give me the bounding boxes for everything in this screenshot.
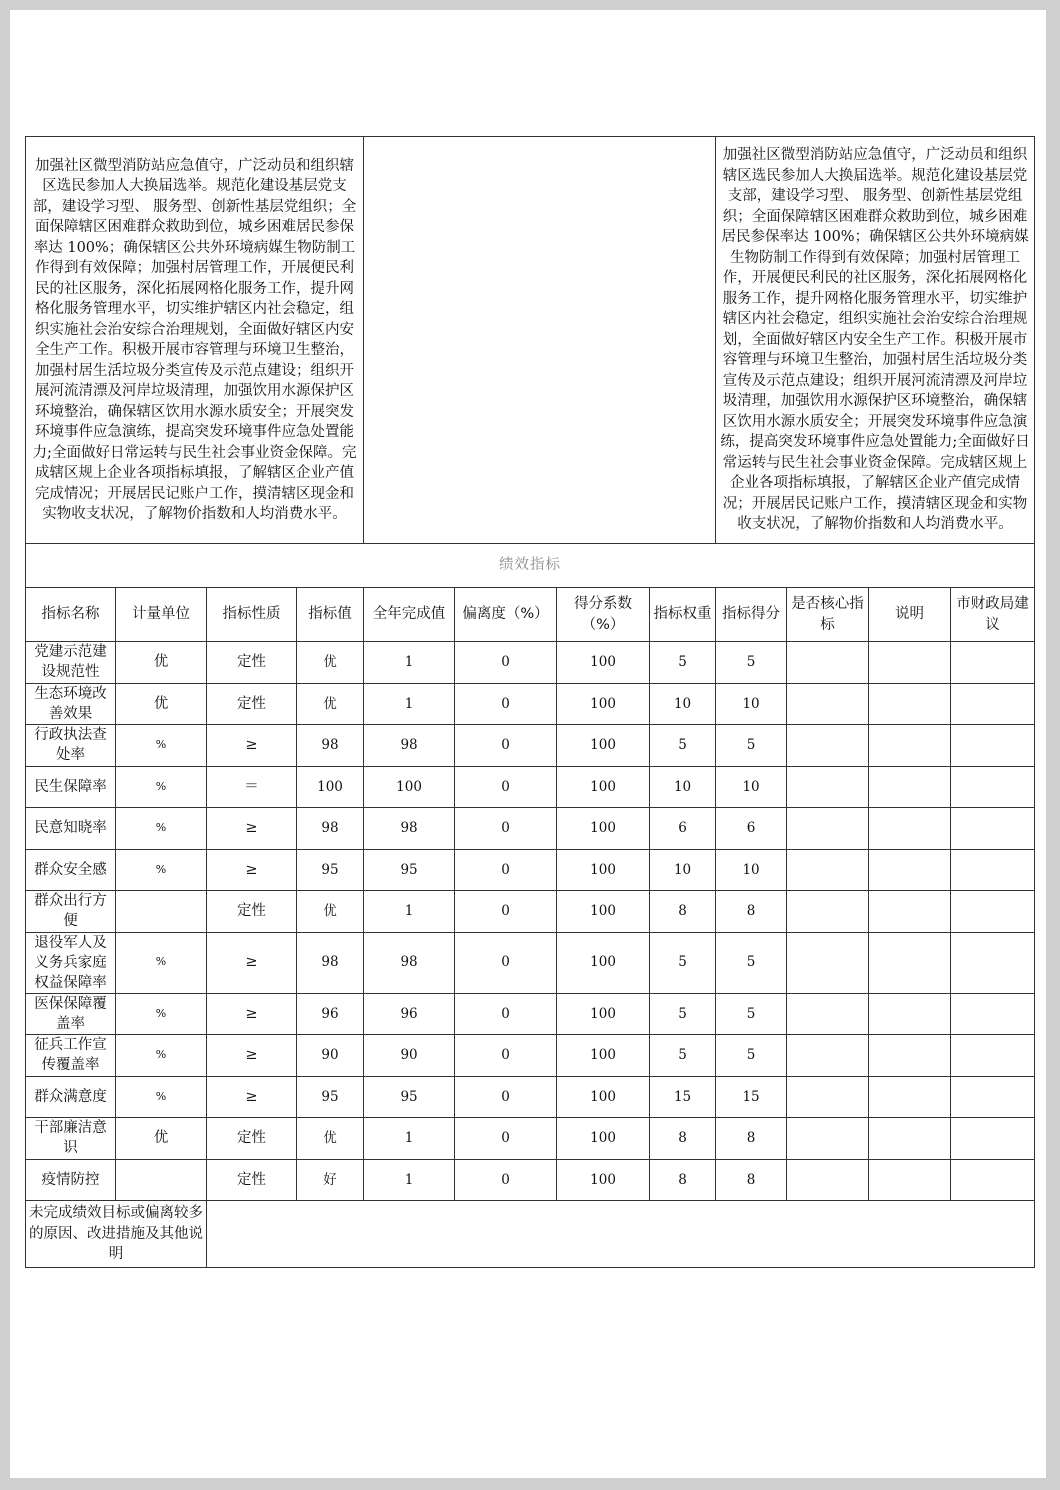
target-value-cell: 优 <box>297 683 364 725</box>
actual-value-cell: 100 <box>364 766 455 808</box>
deviation-cell: 0 <box>455 891 557 933</box>
target-value-cell: 96 <box>297 993 364 1035</box>
narrative-middle <box>364 137 716 544</box>
core-indicator-cell <box>787 891 869 933</box>
indicator-name-cell: 群众满意度 <box>26 1076 116 1118</box>
unit-cell: 优 <box>116 642 207 684</box>
narrative-row <box>26 137 1035 544</box>
header-cell: 指标权重 <box>650 588 716 642</box>
deviation-cell: 0 <box>455 932 557 993</box>
indicator-name-cell: 群众出行方便 <box>26 891 116 933</box>
indicator-name-cell: 疫情防控 <box>26 1159 116 1201</box>
table-row <box>26 766 1035 808</box>
table-row <box>26 993 1035 1035</box>
score-cell: 10 <box>716 849 787 891</box>
finance-advice-cell <box>951 1118 1035 1160</box>
score-coefficient-cell: 100 <box>557 683 650 725</box>
core-indicator-cell <box>787 1035 869 1077</box>
weight-cell: 8 <box>650 891 716 933</box>
finance-advice-cell <box>951 1035 1035 1077</box>
score-coefficient-cell: 100 <box>557 891 650 933</box>
score-coefficient-cell: 100 <box>557 808 650 850</box>
actual-value-cell: 1 <box>364 642 455 684</box>
score-cell: 15 <box>716 1076 787 1118</box>
target-value-cell: 98 <box>297 808 364 850</box>
score-cell: 5 <box>716 725 787 767</box>
finance-advice-cell <box>951 808 1035 850</box>
actual-value-cell: 95 <box>364 1076 455 1118</box>
deviation-cell: 0 <box>455 683 557 725</box>
weight-cell: 8 <box>650 1159 716 1201</box>
weight-cell: 5 <box>650 932 716 993</box>
table-row <box>26 808 1035 850</box>
nature-cell: ≥ <box>207 932 297 993</box>
footer-row <box>26 1201 1035 1268</box>
nature-cell: ≥ <box>207 849 297 891</box>
table-row <box>26 891 1035 933</box>
score-coefficient-cell: 100 <box>557 849 650 891</box>
unit-cell: 优 <box>116 683 207 725</box>
weight-cell: 5 <box>650 1035 716 1077</box>
score-coefficient-cell: 100 <box>557 1076 650 1118</box>
score-cell: 5 <box>716 642 787 684</box>
score-coefficient-cell: 100 <box>557 1159 650 1201</box>
footer-content <box>207 1201 1035 1268</box>
note-cell <box>869 932 951 993</box>
core-indicator-cell <box>787 1159 869 1201</box>
nature-cell: ≥ <box>207 1035 297 1077</box>
unit-cell: % <box>116 932 207 993</box>
nature-cell: 定性 <box>207 1159 297 1201</box>
finance-advice-cell <box>951 891 1035 933</box>
header-cell: 说明 <box>869 588 951 642</box>
indicator-name-cell: 干部廉洁意识 <box>26 1118 116 1160</box>
header-cell: 指标名称 <box>26 588 116 642</box>
score-cell: 8 <box>716 891 787 933</box>
note-cell <box>869 1035 951 1077</box>
note-cell <box>869 683 951 725</box>
nature-cell: ≥ <box>207 1076 297 1118</box>
finance-advice-cell <box>951 932 1035 993</box>
deviation-cell: 0 <box>455 1076 557 1118</box>
weight-cell: 5 <box>650 725 716 767</box>
table-row <box>26 1076 1035 1118</box>
score-cell: 6 <box>716 808 787 850</box>
weight-cell: 10 <box>650 766 716 808</box>
weight-cell: 10 <box>650 683 716 725</box>
score-coefficient-cell: 100 <box>557 993 650 1035</box>
unit-cell: % <box>116 1035 207 1077</box>
weight-cell: 5 <box>650 993 716 1035</box>
score-cell: 10 <box>716 683 787 725</box>
core-indicator-cell <box>787 849 869 891</box>
score-coefficient-cell: 100 <box>557 932 650 993</box>
actual-value-cell: 96 <box>364 993 455 1035</box>
header-cell: 全年完成值 <box>364 588 455 642</box>
score-coefficient-cell: 100 <box>557 1035 650 1077</box>
target-value-cell: 好 <box>297 1159 364 1201</box>
unit-cell: % <box>116 766 207 808</box>
core-indicator-cell <box>787 993 869 1035</box>
target-value-cell: 98 <box>297 932 364 993</box>
deviation-cell: 0 <box>455 1159 557 1201</box>
actual-value-cell: 1 <box>364 891 455 933</box>
indicator-name-cell: 党建示范建设规范性 <box>26 642 116 684</box>
actual-value-cell: 90 <box>364 1035 455 1077</box>
target-value-cell: 优 <box>297 642 364 684</box>
core-indicator-cell <box>787 766 869 808</box>
nature-cell: ≥ <box>207 993 297 1035</box>
deviation-cell: 0 <box>455 766 557 808</box>
actual-value-cell: 1 <box>364 1118 455 1160</box>
finance-advice-cell <box>951 1076 1035 1118</box>
header-row <box>26 588 1035 642</box>
header-cell: 是否核心指标 <box>787 588 869 642</box>
header-cell: 指标值 <box>297 588 364 642</box>
indicator-name-cell: 民意知晓率 <box>26 808 116 850</box>
nature-cell: 定性 <box>207 683 297 725</box>
score-coefficient-cell: 100 <box>557 725 650 767</box>
score-cell: 10 <box>716 766 787 808</box>
target-value-cell: 95 <box>297 849 364 891</box>
document-page <box>10 10 1046 1478</box>
core-indicator-cell <box>787 932 869 993</box>
weight-cell: 5 <box>650 642 716 684</box>
unit-cell <box>116 891 207 933</box>
weight-cell: 8 <box>650 1118 716 1160</box>
score-cell: 5 <box>716 932 787 993</box>
unit-cell: % <box>116 849 207 891</box>
finance-advice-cell <box>951 683 1035 725</box>
table-row <box>26 642 1035 684</box>
core-indicator-cell <box>787 683 869 725</box>
note-cell <box>869 993 951 1035</box>
score-coefficient-cell: 100 <box>557 766 650 808</box>
actual-value-cell: 98 <box>364 808 455 850</box>
nature-cell: ≥ <box>207 725 297 767</box>
deviation-cell: 0 <box>455 642 557 684</box>
score-cell: 8 <box>716 1118 787 1160</box>
target-value-cell: 90 <box>297 1035 364 1077</box>
deviation-cell: 0 <box>455 1118 557 1160</box>
table-row <box>26 932 1035 993</box>
unit-cell: % <box>116 1076 207 1118</box>
weight-cell: 10 <box>650 849 716 891</box>
note-cell <box>869 891 951 933</box>
core-indicator-cell <box>787 1076 869 1118</box>
indicator-name-cell: 行政执法查处率 <box>26 725 116 767</box>
target-value-cell: 优 <box>297 891 364 933</box>
unit-cell: % <box>116 725 207 767</box>
narrative-left: 加强社区微型消防站应急值守，广泛动员和组织辖区选民参加人大换届选举。规范化建设基层党支部，建设学习型、 服务型、创新性基层党组织；全面保障辖区困难群众救助到位，城乡困难居民参保率达 100%；确保辖区公共外环境病媒生物防制工作得到有效保障；加强村居管理工作，开展便民利民的社区服务，深化拓展网格化服务工作，提升网格化服务管理水平，切实维护辖区内社会稳定，组织实施社会治安综合治理规划，全面做好辖区内安全生产工作。积极开展市容管理与环境卫生整治，加强村居生活垃圾分类宣传及示范点建设；组织开展河流清漂及河岸垃圾清理，加强饮用水源保护区环境整治，确保辖区饮用水源水质安全；开展突发环境事件应急演练，提高突发环境事件应急处置能力;全面做好日常运转与民生社会事业资金保障。完成辖区规上企业各项指标填报，了解辖区企业产值完成情况；开展居民记账户工作，摸清辖区现金和实物收支状况，了解物价指数和人均消费水平。 <box>26 137 364 544</box>
actual-value-cell: 98 <box>364 725 455 767</box>
target-value-cell: 98 <box>297 725 364 767</box>
weight-cell: 15 <box>650 1076 716 1118</box>
section-title: 绩效指标 <box>26 544 1035 588</box>
indicator-name-cell: 医保保障覆盖率 <box>26 993 116 1035</box>
deviation-cell: 0 <box>455 1035 557 1077</box>
header-cell: 得分系数（%） <box>557 588 650 642</box>
note-cell <box>869 1118 951 1160</box>
header-cell: 偏离度（%） <box>455 588 557 642</box>
unit-cell: % <box>116 808 207 850</box>
score-cell: 5 <box>716 1035 787 1077</box>
header-cell: 市财政局建议 <box>951 588 1035 642</box>
table-row <box>26 849 1035 891</box>
nature-cell: 定性 <box>207 1118 297 1160</box>
target-value-cell: 优 <box>297 1118 364 1160</box>
nature-cell: ＝ <box>207 766 297 808</box>
deviation-cell: 0 <box>455 849 557 891</box>
indicator-name-cell: 征兵工作宣传覆盖率 <box>26 1035 116 1077</box>
finance-advice-cell <box>951 642 1035 684</box>
note-cell <box>869 849 951 891</box>
core-indicator-cell <box>787 642 869 684</box>
narrative-right: 加强社区微型消防站应急值守，广泛动员和组织辖区选民参加人大换届选举。规范化建设基层党支部，建设学习型、 服务型、创新性基层党组织；全面保障辖区困难群众救助到位，城乡困难居民参保率达 100%；确保辖区公共外环境病媒生物防制工作得到有效保障；加强村居管理工作，开展便民利民的社区服务，深化拓展网格化服务工作，提升网格化服务管理水平，切实维护辖区内社会稳定，组织实施社会治安综合治理规划，全面做好辖区内安全生产工作。积极开展市容管理与环境卫生整治，加强村居生活垃圾分类宣传及示范点建设；组织开展河流清漂及河岸垃圾清理，加强饮用水源保护区环境整治，确保辖区饮用水源水质安全；开展突发环境事件应急演练，提高突发环境事件应急处置能力;全面做好日常运转与民生社会事业资金保障。完成辖区规上企业各项指标填报，了解辖区企业产值完成情况；开展居民记账户工作，摸清辖区现金和实物收支状况，了解物价指数和人均消费水平。 <box>716 137 1035 544</box>
target-value-cell: 100 <box>297 766 364 808</box>
header-cell: 指标得分 <box>716 588 787 642</box>
deviation-cell: 0 <box>455 993 557 1035</box>
deviation-cell: 0 <box>455 725 557 767</box>
actual-value-cell: 95 <box>364 849 455 891</box>
note-cell <box>869 1076 951 1118</box>
core-indicator-cell <box>787 725 869 767</box>
performance-table <box>25 136 1035 1268</box>
score-coefficient-cell: 100 <box>557 1118 650 1160</box>
header-cell: 指标性质 <box>207 588 297 642</box>
nature-cell: ≥ <box>207 808 297 850</box>
actual-value-cell: 98 <box>364 932 455 993</box>
note-cell <box>869 766 951 808</box>
finance-advice-cell <box>951 849 1035 891</box>
note-cell <box>869 725 951 767</box>
core-indicator-cell <box>787 1118 869 1160</box>
table-row <box>26 683 1035 725</box>
core-indicator-cell <box>787 808 869 850</box>
header-cell: 计量单位 <box>116 588 207 642</box>
actual-value-cell: 1 <box>364 683 455 725</box>
indicator-name-cell: 退役军人及义务兵家庭权益保障率 <box>26 932 116 993</box>
unit-cell: 优 <box>116 1118 207 1160</box>
note-cell <box>869 808 951 850</box>
actual-value-cell: 1 <box>364 1159 455 1201</box>
finance-advice-cell <box>951 993 1035 1035</box>
note-cell <box>869 1159 951 1201</box>
indicator-name-cell: 生态环境改善效果 <box>26 683 116 725</box>
score-coefficient-cell: 100 <box>557 642 650 684</box>
table-row <box>26 1118 1035 1160</box>
table-row <box>26 1159 1035 1201</box>
nature-cell: 定性 <box>207 891 297 933</box>
finance-advice-cell <box>951 766 1035 808</box>
footer-label: 未完成绩效目标或偏离较多的原因、改进措施及其他说明 <box>26 1201 207 1268</box>
table-row <box>26 1035 1035 1077</box>
section-title-row <box>26 544 1035 588</box>
indicator-name-cell: 民生保障率 <box>26 766 116 808</box>
unit-cell: % <box>116 993 207 1035</box>
table-row <box>26 725 1035 767</box>
score-cell: 8 <box>716 1159 787 1201</box>
deviation-cell: 0 <box>455 808 557 850</box>
nature-cell: 定性 <box>207 642 297 684</box>
finance-advice-cell <box>951 725 1035 767</box>
note-cell <box>869 642 951 684</box>
target-value-cell: 95 <box>297 1076 364 1118</box>
finance-advice-cell <box>951 1159 1035 1201</box>
score-cell: 5 <box>716 993 787 1035</box>
performance-table-frame <box>25 136 1034 1268</box>
unit-cell <box>116 1159 207 1201</box>
indicator-name-cell: 群众安全感 <box>26 849 116 891</box>
weight-cell: 6 <box>650 808 716 850</box>
